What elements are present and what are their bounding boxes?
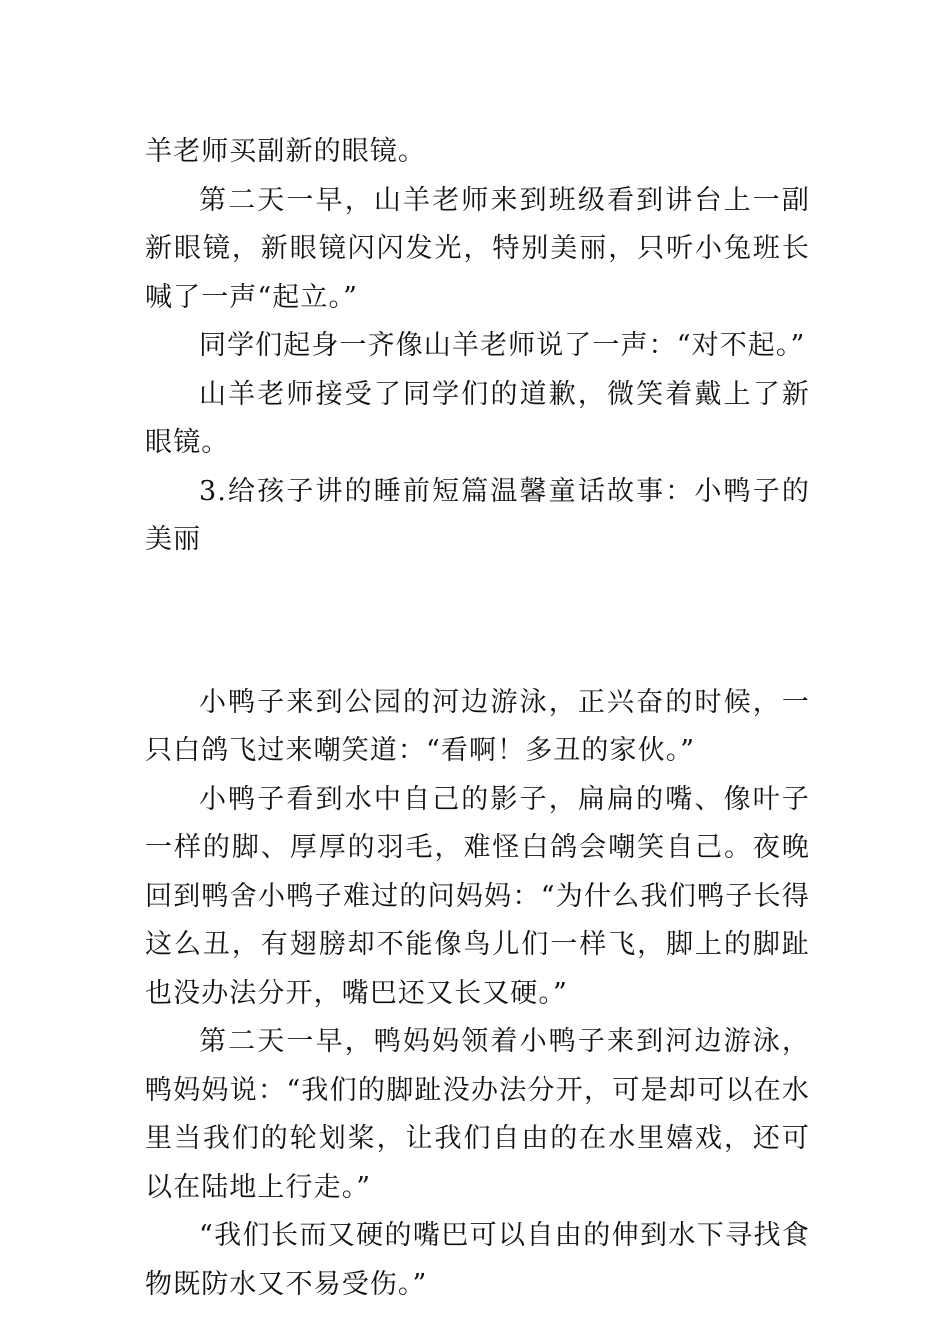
section-spacer	[145, 565, 810, 679]
paragraph-duckling-swimming: 小鸭子来到公园的河边游泳，正兴奋的时候，一只白鸽飞过来嘲笑道：“看啊！多丑的家伙。”	[145, 686, 810, 766]
paragraph-continuation: 羊老师买副新的眼镜。	[145, 136, 426, 167]
document-body	[145, 128, 810, 1309]
paragraph-duckling-reflection: 小鸭子看到水中自己的影子，扁扁的嘴、像叶子一样的脚、厚厚的羽毛，难怪白鸽会嘲笑自己。夜晚回到鸭舍小鸭子难过的问妈妈：“为什么我们鸭子长得这么丑，有翅膀却不能像鸟儿们一样飞，脚上的脚趾也没办法分开，嘴巴还又长又硬。”	[145, 783, 810, 1009]
paragraph-beak-quote: “我们长而又硬的嘴巴可以自由的伸到水下寻找食物既防水又不易受伤。”	[145, 1220, 810, 1300]
paragraph-apology: 同学们起身一齐像山羊老师说了一声：“对不起。”	[199, 330, 806, 361]
paragraph-teacher-accepts: 山羊老师接受了同学们的道歉，微笑着戴上了新眼镜。	[145, 378, 810, 458]
section-heading: 3.给孩子讲的睡前短篇温馨童话故事：小鸭子的美丽	[145, 475, 810, 555]
paragraph-mother-explains: 第二天一早，鸭妈妈领着小鸭子来到河边游泳，鸭妈妈说：“我们的脚趾没办法分开，可是却可以在水里当我们的轮划桨，让我们自由的在水里嬉戏，还可以在陆地上行走。”	[145, 1026, 810, 1203]
paragraph-new-glasses: 第二天一早，山羊老师来到班级看到讲台上一副新眼镜，新眼镜闪闪发光，特别美丽，只听小兔班长喊了一声“起立。”	[145, 184, 810, 313]
